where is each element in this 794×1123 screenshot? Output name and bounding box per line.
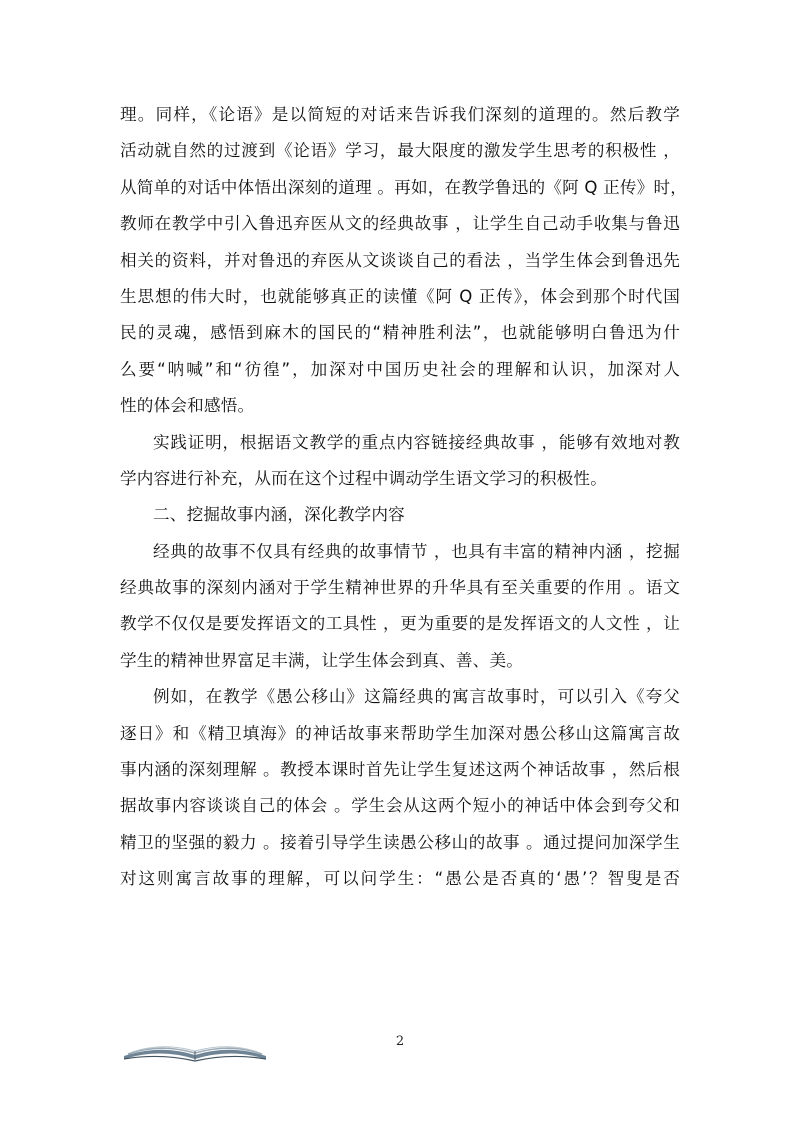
text-line: 经典的故事不仅具有经典的故事情节 ，也具有丰富的精神内涵 ，挖掘: [153, 541, 680, 561]
text-line: 逐日》和《精卫填海》的神话故事来帮助学生加深对愚公移山这篇寓言故: [120, 723, 680, 743]
text-line: 活动就自然的过渡到《论语》学习，最大限度的激发学生思考的积极性 ，: [120, 141, 680, 161]
text-line: 学内容进行补充，从而在这个过程中调动学生语文学习的积极性。: [120, 468, 608, 488]
section-heading: 二、挖掘故事内涵，深化教学内容: [153, 505, 405, 525]
text-line: 经典故事的深刻内涵对于学生精神世界的升华具有至关重要的作用 。语文: [120, 578, 680, 598]
text-line: 理。同样，《论语》是以简短的对话来告诉我们深刻的道理的。然后教学: [120, 105, 680, 124]
text-line: 事内涵的深刻理解 。教授本课时首先让学生复述这两个神话故事 ，然后根: [120, 760, 680, 780]
text-line: 么要“呐喊”和“彷徨”，加深对中国历史社会的理解和认识，加深对人: [120, 359, 680, 379]
text-line: 对这则寓言故事的理解，可以问学生：“愚公是否真的‘愚’？智叟是否: [120, 869, 680, 889]
text-line: 生思想的伟大时，也就能够真正的读懂《阿 Q 正传》，体会到那个时代国: [120, 286, 680, 306]
text-line: 相关的资料，并对鲁迅的弃医从文谈谈自己的看法 ，当学生体会到鲁迅先: [120, 250, 680, 270]
page-number: 2: [395, 1034, 405, 1049]
text-line: 教师在教学中引入鲁迅弃医从文的经典故事 ，让学生自己动手收集与鲁迅: [120, 214, 680, 234]
text-line: 从简单的对话中体悟出深刻的道理 。再如，在教学鲁迅的《阿 Q 正传》时，: [120, 177, 688, 197]
text-line: 教学不仅仅是要发挥语文的工具性 ，更为重要的是发挥语文的人文性 ，让: [120, 614, 680, 634]
text-line: 性的体会和感悟。: [120, 396, 255, 416]
text-line: 学生的精神世界富足丰满，让学生体会到真、善、美。: [120, 650, 524, 670]
text-line: 民的灵魂，感悟到麻木的国民的“精神胜利法”，也就能够明白鲁迅为什: [120, 323, 680, 343]
open-book-icon: [120, 1036, 270, 1066]
body-text: [120, 97, 688, 898]
text-line: 精卫的坚强的毅力 。接着引导学生读愚公移山的故事 。通过提问加深学生: [120, 832, 680, 852]
text-line: 实践证明，根据语文教学的重点内容链接经典故事 ，能够有效地对教: [153, 432, 680, 452]
text-line: 例如，在教学《愚公移山》这篇经典的寓言故事时，可以引入《夸父: [153, 687, 680, 707]
text-line: 据故事内容谈谈自己的体会 。学生会从这两个短小的神话中体会到夸父和: [120, 796, 680, 816]
